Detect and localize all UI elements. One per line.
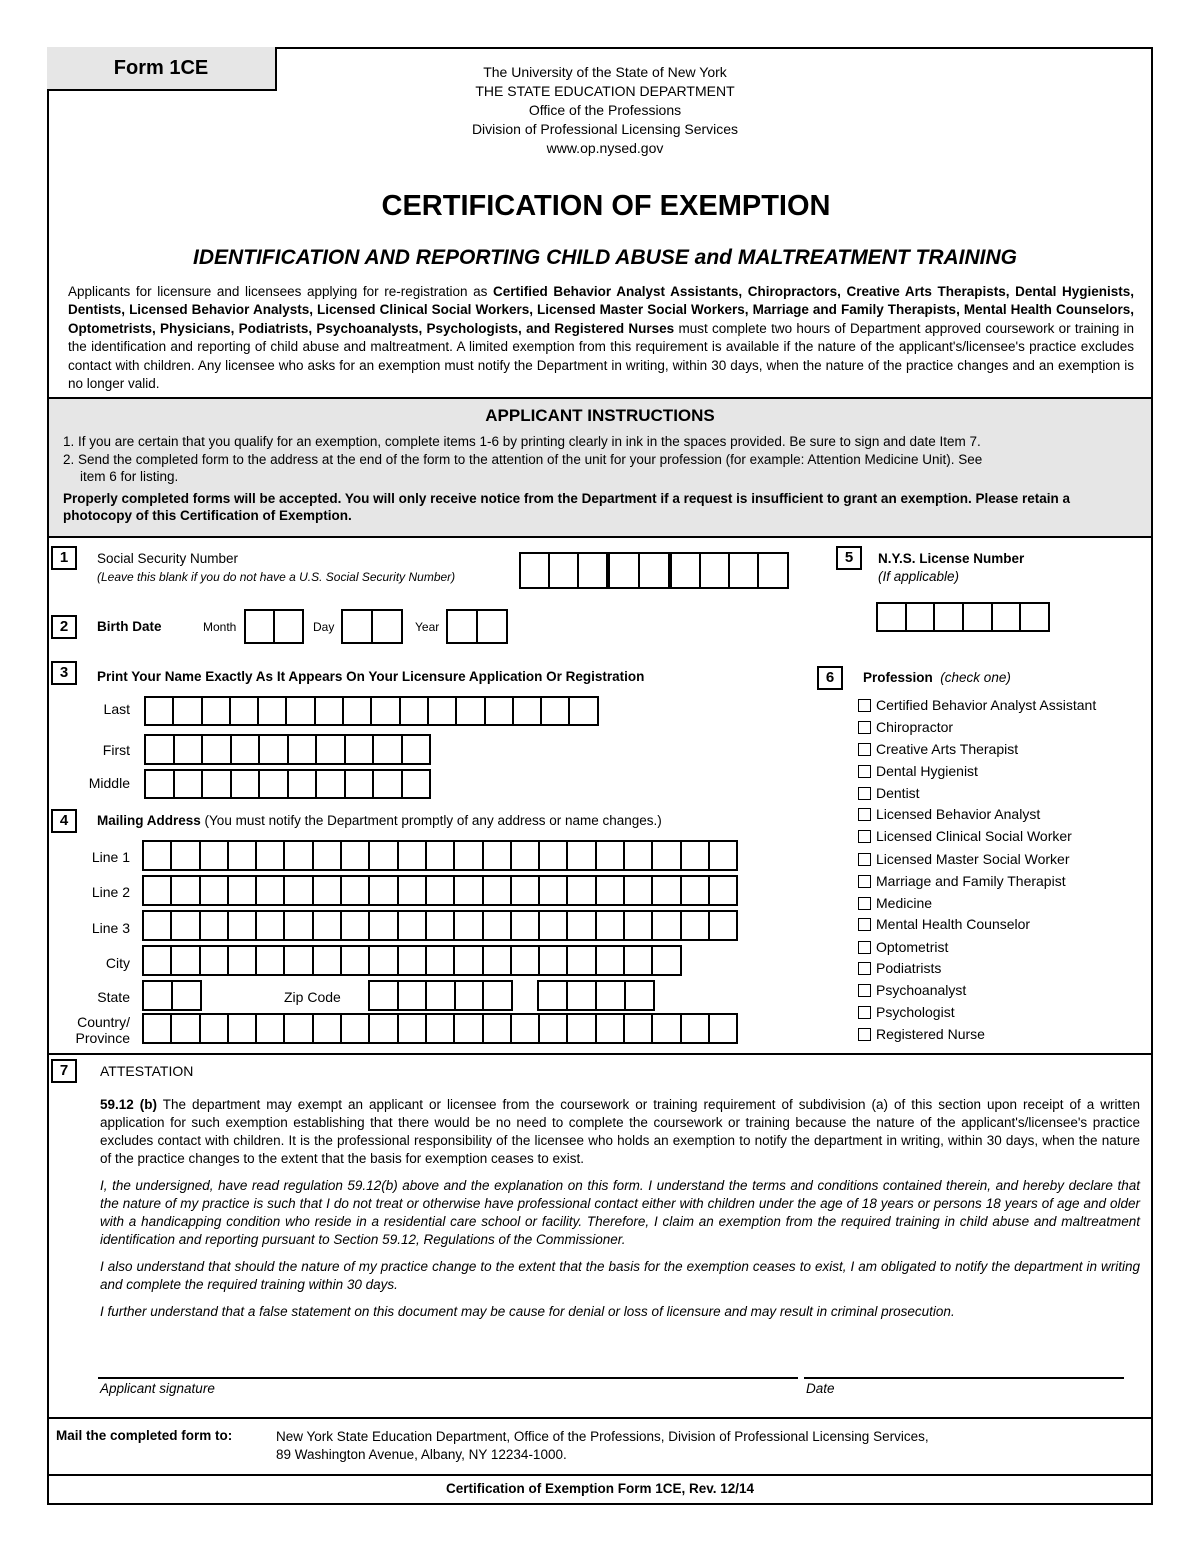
checkbox-icon[interactable] bbox=[858, 1006, 871, 1019]
intro-paragraph bbox=[68, 283, 1134, 393]
state-field[interactable] bbox=[142, 980, 202, 1011]
instruction-item: 2. Send the completed form to the address at the end of the form to the attention of the unit for your profession (for example: Attention Medicine Unit). See bbox=[63, 451, 983, 467]
profession-option-label: Psychoanalyst bbox=[876, 982, 967, 998]
regulation-ref: 59.12 (b) bbox=[100, 1097, 158, 1112]
signature-line[interactable] bbox=[98, 1377, 798, 1379]
address-line3-field[interactable] bbox=[142, 910, 738, 941]
profession-option[interactable] bbox=[858, 717, 953, 737]
profession-option[interactable] bbox=[858, 783, 920, 803]
form-id: Form 1CE bbox=[47, 47, 277, 91]
birth-date-label: Birth Date bbox=[97, 619, 162, 634]
last-name-field[interactable] bbox=[144, 696, 599, 726]
intro-rest: must complete two hours of Department approved coursework or training in the identification and reporting of child abuse and maltreatment. A limited exemption from this requirement is available if the nature of the applicant's/licensee's practice excludes contact with children. Any licensee who asks for an exemption must notify the Department in writing, within 30 days, when the nature of the practice changes and an exemption is no longer valid. bbox=[68, 320, 1134, 392]
profession-option-label: Dental Hygienist bbox=[876, 763, 978, 779]
divider bbox=[47, 536, 1153, 538]
divider bbox=[47, 1417, 1153, 1419]
page-subtitle: IDENTIFICATION AND REPORTING CHILD ABUSE and MALTREATMENT TRAINING bbox=[192, 246, 1018, 269]
mailing-address-label bbox=[97, 813, 662, 828]
zip-field[interactable] bbox=[368, 980, 513, 1011]
address-line1-label: Line 1 bbox=[91, 849, 130, 865]
profession-option-label: Dentist bbox=[876, 785, 920, 801]
checkbox-icon[interactable] bbox=[858, 875, 871, 888]
day-label: Day bbox=[313, 620, 335, 634]
profession-option[interactable] bbox=[858, 914, 1030, 934]
license-number-field[interactable] bbox=[876, 602, 1050, 632]
mailing-address-title: Mailing Address bbox=[97, 813, 201, 828]
instruction-item-continued: item 6 for listing. bbox=[80, 469, 179, 484]
birth-year-field[interactable] bbox=[446, 609, 508, 644]
checkbox-icon[interactable] bbox=[858, 897, 871, 910]
address-line2-label: Line 2 bbox=[91, 884, 130, 900]
checkbox-icon[interactable] bbox=[858, 765, 871, 778]
profession-option[interactable] bbox=[858, 849, 1069, 869]
ssn-label: Social Security Number bbox=[97, 551, 239, 566]
profession-title: Profession bbox=[863, 670, 933, 685]
profession-option[interactable] bbox=[858, 1002, 955, 1022]
regulation-paragraph bbox=[100, 1096, 1140, 1168]
ssn-hint: (Leave this blank if you do not have a U.S. Social Security Number) bbox=[97, 570, 456, 584]
divider bbox=[47, 1053, 1153, 1055]
profession-option-label: Psychologist bbox=[876, 1004, 955, 1020]
checkbox-icon[interactable] bbox=[858, 962, 871, 975]
profession-hint: (check one) bbox=[940, 670, 1011, 685]
country-label bbox=[50, 1014, 130, 1046]
instructions-title: APPLICANT INSTRUCTIONS bbox=[485, 406, 715, 425]
profession-option-label: Marriage and Family Therapist bbox=[876, 873, 1066, 889]
name-label: Print Your Name Exactly As It Appears On Your Licensure Application Or Registration bbox=[97, 669, 645, 684]
checkbox-icon[interactable] bbox=[858, 787, 871, 800]
mail-to-label: Mail the completed form to: bbox=[56, 1428, 233, 1443]
profession-option-label: Creative Arts Therapist bbox=[876, 741, 1019, 757]
mail-address-line: New York State Education Department, Office of the Professions, Division of Professional Licensing Services, bbox=[276, 1429, 929, 1444]
agency-line: THE STATE EDUCATION DEPARTMENT bbox=[475, 83, 735, 99]
address-line1-field[interactable] bbox=[142, 840, 738, 871]
profession-option[interactable] bbox=[858, 893, 932, 913]
license-number-label: N.Y.S. License Number bbox=[878, 551, 1025, 566]
intro-lead: Applicants for licensure and licensees applying for re-registration as bbox=[68, 284, 494, 299]
mail-address-line: 89 Washington Avenue, Albany, NY 12234-1000. bbox=[276, 1447, 567, 1462]
section-number-2: 2 bbox=[51, 615, 77, 639]
checkbox-icon[interactable] bbox=[858, 984, 871, 997]
profession-option[interactable] bbox=[858, 937, 948, 957]
agency-line: Office of the Professions bbox=[528, 102, 682, 118]
agency-block bbox=[300, 63, 910, 158]
checkbox-icon[interactable] bbox=[858, 721, 871, 734]
divider bbox=[47, 397, 1153, 399]
attestation-text bbox=[100, 1096, 1140, 1330]
profession-option[interactable] bbox=[858, 871, 1066, 891]
ssn-field-part2[interactable] bbox=[608, 552, 670, 589]
country-field[interactable] bbox=[142, 1013, 738, 1044]
profession-option-label: Licensed Behavior Analyst bbox=[876, 806, 1041, 822]
city-field[interactable] bbox=[142, 945, 682, 976]
agency-line: Division of Professional Licensing Services bbox=[471, 121, 739, 137]
mailing-address-hint: (You must notify the Department promptly of any address or name changes.) bbox=[204, 813, 662, 828]
zip-extension-field[interactable] bbox=[537, 980, 655, 1011]
profession-option-label: Registered Nurse bbox=[876, 1026, 985, 1042]
middle-name-field[interactable] bbox=[144, 769, 431, 799]
section-number-6: 6 bbox=[817, 666, 843, 690]
middle-name-label: Middle bbox=[88, 775, 130, 791]
profession-option[interactable] bbox=[858, 980, 966, 1000]
mail-address bbox=[276, 1428, 929, 1464]
state-label: State bbox=[97, 989, 130, 1005]
signature-label: Applicant signature bbox=[100, 1381, 215, 1396]
profession-option[interactable] bbox=[858, 739, 1018, 759]
first-name-label: First bbox=[102, 742, 130, 758]
profession-option-label: Optometrist bbox=[876, 939, 949, 955]
attestation-label: ATTESTATION bbox=[100, 1063, 194, 1079]
section-number-5: 5 bbox=[836, 546, 862, 570]
form-revision: Certification of Exemption Form 1CE, Rev. 12/14 bbox=[445, 1481, 755, 1496]
birth-day-field[interactable] bbox=[341, 609, 403, 644]
agency-website: www.op.nysed.gov bbox=[546, 140, 664, 156]
month-label: Month bbox=[203, 620, 237, 634]
checkbox-icon[interactable] bbox=[858, 699, 871, 712]
country-label-line1: Country/ bbox=[77, 1014, 130, 1030]
divider bbox=[47, 1474, 1153, 1476]
attestation-paragraph: I also understand that should the nature of my practice change to the extent that the basis for the exemption ceases to exist, I am obligated to notify the department in writing and complete the required training within 30 days. bbox=[100, 1259, 1140, 1292]
checkbox-icon[interactable] bbox=[858, 918, 871, 931]
profession-option-label: Mental Health Counselor bbox=[876, 916, 1031, 932]
checkbox-icon[interactable] bbox=[858, 808, 871, 821]
profession-option[interactable] bbox=[858, 1024, 985, 1044]
profession-option-label: Medicine bbox=[876, 895, 933, 911]
checkbox-icon[interactable] bbox=[858, 1028, 871, 1041]
first-name-field[interactable] bbox=[144, 734, 431, 765]
zip-label: Zip Code bbox=[284, 989, 341, 1005]
ssn-field-part1[interactable] bbox=[519, 552, 608, 589]
last-name-label: Last bbox=[103, 701, 130, 717]
profession-option[interactable] bbox=[858, 826, 1072, 846]
country-label-line2: Province bbox=[75, 1030, 130, 1046]
page-title: CERTIFICATION OF EXEMPTION bbox=[381, 190, 831, 222]
agency-line: The University of the State of New York bbox=[483, 64, 727, 80]
checkbox-icon[interactable] bbox=[858, 941, 871, 954]
profession-label bbox=[863, 670, 1011, 685]
birth-month-field[interactable] bbox=[244, 609, 304, 644]
profession-option[interactable] bbox=[858, 958, 941, 978]
instruction-item: 1. If you are certain that you qualify for an exemption, complete items 1-6 by printing clearly in ink in the spaces provided. Be sure to sign and date Item 7. bbox=[63, 434, 981, 449]
date-label: Date bbox=[806, 1381, 835, 1396]
year-label: Year bbox=[415, 620, 440, 634]
profession-option-label: Chiropractor bbox=[876, 719, 954, 735]
profession-option-label: Licensed Master Social Worker bbox=[876, 851, 1070, 867]
profession-option[interactable] bbox=[858, 804, 1040, 824]
regulation-text: The department may exempt an applicant or licensee from the coursework or training requirement of subdivision (a) of this section upon receipt of a written application for such exemption establishing that there would be no need to complete the coursework or training because the nature of the applicant's/licensee's practice excludes contact with children. It is the professional responsibility of the licensee who holds an exemption to notify the department in writing, within 30 days, when the nature of the practice changes to the extent that the basis for exemption ceases to exist. bbox=[100, 1097, 1141, 1166]
section-number-4: 4 bbox=[51, 809, 77, 833]
date-line[interactable] bbox=[804, 1377, 1124, 1379]
intro-professions: Certified Behavior Analyst Assistants, Chiropractors, Creative Arts Therapists, Dental Hygienists, Dentists, Licensed Behavior Analysts, Licensed Clinical Social Workers, Licensed Master Social Workers, Marriage and Family Therapists, Mental Health Counselors, Optometrists, Physicians, Podiatrists, Psychoanalysts, Psychologists, and Registered Nurses bbox=[68, 284, 1134, 336]
instructions-note: Properly completed forms will be accepted. You will only receive notice from the Department if a request is insufficient to grant an exemption. Please retain a photocopy of this Certification of Exemption. bbox=[63, 490, 1071, 523]
profession-option-label: Podiatrists bbox=[876, 960, 942, 976]
profession-option[interactable] bbox=[858, 761, 978, 781]
instructions-list bbox=[63, 433, 1138, 525]
attestation-paragraph: I further understand that a false statement on this document may be cause for denial or loss of licensure and may result in criminal prosecution. bbox=[100, 1304, 955, 1319]
profession-option[interactable] bbox=[858, 695, 1096, 715]
city-label: City bbox=[105, 955, 130, 971]
license-number-hint: (If applicable) bbox=[878, 569, 960, 584]
attestation-paragraph: I, the undersigned, have read regulation 59.12(b) above and the explanation on this form. I understand the terms and conditions contained therein, and hereby declare that the nature of my practice is such that I do not treat or otherwise have professional contact either with children under the age of 18 years or persons 18 years of age and older with a handicapping condition who reside in a residential care school or facility. Therefore, I claim an exemption from the required training in child abuse and maltreatment identification and reporting pursuant to Section 59.12, Regulations of the Commissioner. bbox=[100, 1178, 1140, 1247]
profession-option-label: Certified Behavior Analyst Assistant bbox=[876, 697, 1097, 713]
section-number-3: 3 bbox=[51, 661, 77, 685]
address-line2-field[interactable] bbox=[142, 875, 738, 906]
section-number-7: 7 bbox=[51, 1059, 77, 1083]
address-line3-label: Line 3 bbox=[91, 920, 130, 936]
checkbox-icon[interactable] bbox=[858, 830, 871, 843]
ssn-field-part3[interactable] bbox=[670, 552, 789, 589]
checkbox-icon[interactable] bbox=[858, 853, 871, 866]
section-number-1: 1 bbox=[51, 546, 77, 570]
profession-option-label: Licensed Clinical Social Worker bbox=[876, 828, 1072, 844]
checkbox-icon[interactable] bbox=[858, 743, 871, 756]
